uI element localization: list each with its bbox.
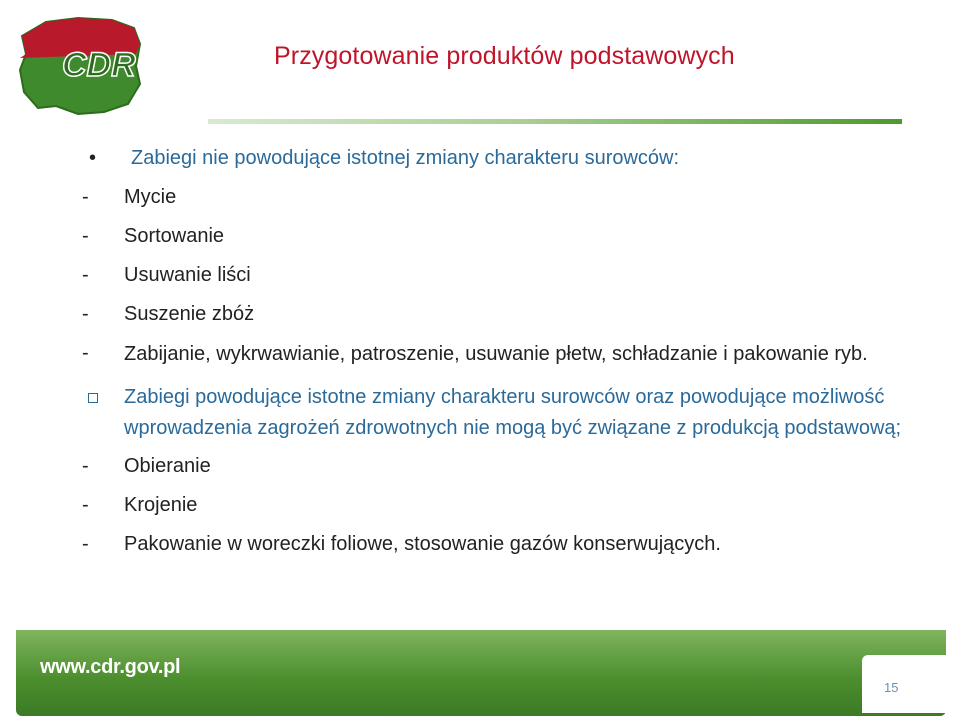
dash-marker: - [82,342,89,364]
bullet-dot-icon: • [89,147,97,169]
list-item [82,301,902,328]
list-item [82,223,902,250]
list-item [82,453,902,480]
dash-marker: - [82,303,89,325]
list-item-text: Suszenie zbóż [124,303,255,325]
cdr-logo [16,14,146,118]
dash-marker: - [82,264,89,286]
dash-marker: - [82,533,89,555]
bullet-heading-1 [82,145,902,172]
list-item [82,262,902,289]
list-item-text: Obieranie [124,455,211,477]
logo-text: CDR [62,46,136,84]
poland-map-logo-icon [16,14,146,118]
list-item [82,184,902,211]
footer-url: www.cdr.gov.pl [40,656,181,678]
list-item [82,340,902,368]
bullet-heading-2-text: Zabiegi powodujące istotne zmiany charakteru surowców oraz powodujące możliwość wprowadzenia zagrożeń zdrowotnych nie mogą być związane z produkcją podstawową; [124,386,902,439]
list-item-text: Mycie [124,186,177,208]
dash-marker: - [82,225,89,247]
list-item-text: Krojenie [124,494,198,516]
bullet-heading-2 [82,382,902,444]
square-bullet-icon [82,382,124,412]
list-item-text: Sortowanie [124,225,225,247]
page-number-box [862,655,950,713]
title-divider [208,119,902,124]
bullet-heading-1-text: Zabiegi nie powodujące istotnej zmiany charakteru surowców: [131,147,680,169]
slide-title: Przygotowanie produktów podstawowych [274,42,735,70]
page-number: 15 [884,680,899,695]
list-item-text: Usuwanie liści [124,264,251,286]
slide-content [82,145,902,570]
list-item [82,492,902,519]
dash-marker: - [82,494,89,516]
list-item-text: Pakowanie w woreczki foliowe, stosowanie gazów konserwujących. [124,533,721,555]
list-item-text: Zabijanie, wykrwawianie, patroszenie, usuwanie płetw, schładzanie i pakowanie ryb. [124,343,868,365]
dash-marker: - [82,455,89,477]
dash-marker: - [82,186,89,208]
list-item [82,531,902,558]
